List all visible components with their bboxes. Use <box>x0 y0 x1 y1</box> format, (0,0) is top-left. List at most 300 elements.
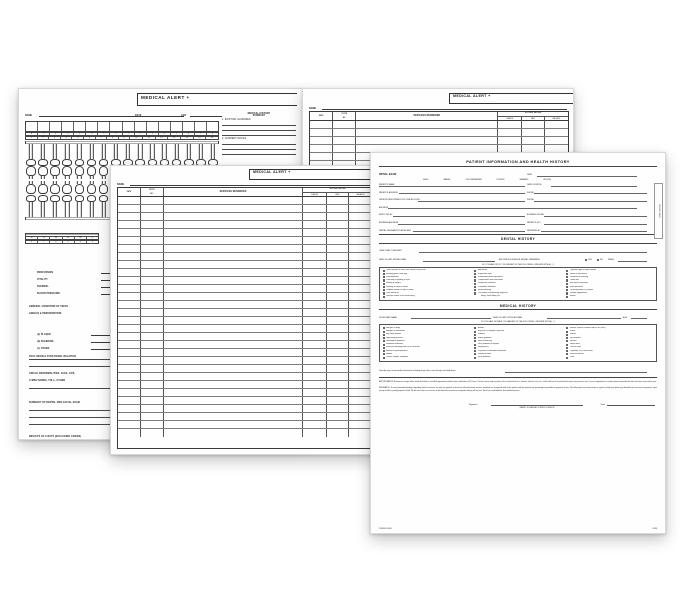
initial-exam-label: INITIAL EXAM <box>379 173 397 176</box>
xray-label: RESULTS OF X-RAYS (EXCLUDING CARIES) <box>29 435 82 438</box>
checkbox[interactable] <box>566 292 568 294</box>
age-label-a: AGE <box>181 114 187 117</box>
occlusion-label: OCCLUSION & FUNCTIONAL RELATION <box>29 355 76 358</box>
tooth-illustration <box>160 144 170 166</box>
col-account-record-title: ACCOUNT RECORD <box>498 112 568 117</box>
tooth-number: 13 <box>168 137 181 139</box>
medical-history-item-label: Anemia or blood problems <box>386 349 408 352</box>
table-header <box>310 112 568 121</box>
medical-history-item-label: Rheumatic fever <box>477 352 492 355</box>
tooth-number: 15 <box>194 137 207 139</box>
medical-history-checkbox-box <box>379 324 657 362</box>
table-row[interactable] <box>118 405 372 413</box>
medical-alert-label-a: MEDICAL ALERT + <box>141 95 190 100</box>
checkbox[interactable] <box>383 270 385 272</box>
checkbox[interactable] <box>566 283 568 285</box>
dental-history-instruction: DO YOU HAVE OR DO YOU USE ANY OF THE FOLLOWING - INDICATE WITH A ( ✓ ) <box>481 263 555 266</box>
dental-history-item-label: Oral habits, thumbsucking, fingernail <box>477 292 508 295</box>
tooth-chart-cell[interactable] <box>38 122 50 131</box>
tooth-number-row-lower <box>25 136 219 140</box>
form-field-label: (a) PLAQUE <box>37 333 52 336</box>
tooth-number: 4 <box>159 133 171 135</box>
patient-info-row <box>379 195 647 203</box>
tooth-illustration <box>50 195 60 217</box>
medical-history-item-label: Radiation treatments <box>386 343 404 346</box>
checkbox[interactable] <box>383 331 385 333</box>
checkbox[interactable] <box>383 347 385 349</box>
tooth-number: 11 <box>143 137 156 139</box>
table-row[interactable] <box>118 357 372 365</box>
tooth-number: 6 <box>50 241 62 243</box>
dental-history-column-2 <box>474 269 562 298</box>
checkbox[interactable] <box>474 331 476 333</box>
table-row[interactable] <box>118 285 372 293</box>
tooth-chart-cell[interactable] <box>135 122 147 131</box>
table-row[interactable] <box>118 197 372 205</box>
marital-status-option[interactable]: SINGLE <box>423 180 429 182</box>
tooth-chart-cell[interactable] <box>123 122 135 131</box>
checkbox[interactable] <box>383 357 385 359</box>
tooth-chart-cell[interactable] <box>147 122 159 131</box>
checkbox[interactable] <box>474 340 476 342</box>
medical-history-item-label: Eye disorders <box>569 336 581 339</box>
tooth-number: 8 <box>211 133 213 135</box>
table-row[interactable] <box>118 317 372 325</box>
tooth-illustration <box>26 181 36 194</box>
table-row[interactable] <box>118 421 372 429</box>
tooth-number: 32 <box>26 237 38 239</box>
tooth-chart-cell[interactable] <box>86 122 98 131</box>
name-label-a: NAME <box>25 114 33 117</box>
dental-history-item-label: Frequency of brushing <box>569 275 588 278</box>
medical-history-item-label: Any heart ailments <box>386 333 402 336</box>
form-revision: (1098) <box>652 529 657 530</box>
dental-history-columns <box>383 269 654 298</box>
vertical-tab-label: PATIENT'S NAME <box>657 204 660 218</box>
checkbox[interactable] <box>566 340 568 342</box>
checkbox[interactable] <box>474 347 476 349</box>
medical-history-item-label: Ulcer periodically <box>477 339 492 342</box>
table-row[interactable] <box>118 213 372 221</box>
checkbox[interactable] <box>566 337 568 339</box>
table-row[interactable] <box>118 253 372 261</box>
medical-age-line[interactable] <box>631 318 647 319</box>
checkbox[interactable] <box>383 286 385 288</box>
dental-history-item[interactable] <box>383 295 471 298</box>
dental-history-item-label: Dental floss <box>569 279 580 282</box>
checkbox[interactable] <box>383 276 385 278</box>
table-row[interactable] <box>118 261 372 269</box>
checkbox[interactable] <box>474 334 476 336</box>
checkbox[interactable] <box>383 344 385 346</box>
tooth-illustration <box>208 144 218 166</box>
checkbox[interactable] <box>474 286 476 288</box>
mhs-title-line2: SUMMARY <box>252 115 266 117</box>
col-account-record-title: ACCOUNT RECORD <box>303 188 372 193</box>
form-field-label: GENERAL CONDITION OF TEETH <box>29 305 69 308</box>
checkbox[interactable] <box>474 353 476 355</box>
tooth-number: 8 <box>107 137 119 139</box>
checkbox[interactable] <box>566 270 568 272</box>
describe-treatment-line[interactable] <box>505 372 647 373</box>
table-row[interactable] <box>118 293 372 301</box>
form-field-label: (c) OTHER <box>37 347 50 350</box>
signature-note: (PARENT OR GUARDIAN, IF PATIENT IS A MINOR) <box>519 408 555 410</box>
checkbox[interactable] <box>383 350 385 352</box>
tooth-chart-cell[interactable] <box>74 122 86 131</box>
summary-label: SUMMARY OF DENTAL ORO-FACIAL EXAM <box>29 401 80 404</box>
checkbox[interactable] <box>474 337 476 339</box>
checkbox[interactable] <box>566 289 568 291</box>
table-row[interactable] <box>118 269 372 277</box>
tooth-illustration <box>50 144 60 166</box>
date-line-a[interactable] <box>146 116 178 117</box>
last-dental-exam-label: DATE OF LAST DENTAL EXAM <box>379 259 406 262</box>
tooth-number: 9 <box>119 137 131 139</box>
when-line[interactable] <box>618 261 647 262</box>
tooth-illustration <box>38 144 48 166</box>
tooth-number: 16 <box>211 137 214 140</box>
table-row[interactable] <box>118 389 372 397</box>
medical-history-item-label: Arthritis <box>386 352 393 355</box>
dental-history-item-continuation: biting, cheek biting, etc. <box>481 295 501 298</box>
patient-info-right-line[interactable] <box>541 231 647 232</box>
tooth-number: 10 <box>130 137 143 139</box>
patient-info-field-rows <box>379 187 647 233</box>
checkbox[interactable] <box>566 273 568 275</box>
col-tooth-no: TOOTH NO. <box>333 112 356 120</box>
tooth-illustration <box>87 144 97 166</box>
last-dental-exam-line[interactable] <box>423 261 495 262</box>
dental-history-item-label: Pain around ear <box>386 292 400 295</box>
table-row[interactable] <box>118 341 372 349</box>
tooth-number: 5 <box>72 137 84 139</box>
medical-history-item-label: Tuberculosis <box>569 343 580 346</box>
col-balance: BALANCE <box>356 195 365 196</box>
tooth-illustration <box>196 144 206 166</box>
form-field-label: (b) BLEEDING <box>37 340 54 343</box>
tooth-illustration <box>38 181 48 194</box>
tooth-number: 1 <box>123 133 135 135</box>
dental-history-item-label: Inter dental stimulators <box>569 282 589 285</box>
date-label-a: DATE <box>135 114 142 117</box>
tooth-number: 6 <box>50 133 62 135</box>
col-services-rendered: SERVICES RENDERED <box>356 112 498 120</box>
patient-info-right-label: PATIENT'S SS # <box>527 221 541 224</box>
table-row[interactable] <box>118 325 372 333</box>
table-row[interactable] <box>118 245 372 253</box>
mhs-line[interactable] <box>222 150 296 155</box>
physician-name-label: PHYSICIAN'S NAME <box>379 316 397 319</box>
tooth-illustration-row-upper <box>26 144 218 166</box>
signature-row <box>379 398 657 409</box>
checkbox[interactable] <box>566 286 568 288</box>
dental-history-item-label: Orthodontic treatment <box>477 285 496 288</box>
medical-history-item-label: Venereal disease <box>569 352 584 355</box>
tooth-number: 5 <box>63 241 75 243</box>
marital-status-option[interactable]: LONG TERM PARTNER <box>465 180 482 182</box>
checkbox[interactable] <box>566 353 568 355</box>
marital-status-options[interactable] <box>423 180 551 181</box>
medical-history-columns <box>383 327 654 360</box>
dental-history-item-label: Swelling or lumps in mouth <box>386 285 409 288</box>
checkbox[interactable] <box>474 327 476 329</box>
patient-info-row <box>379 225 647 233</box>
previous-treatment-no-checkbox[interactable] <box>597 259 599 261</box>
table-header <box>118 188 372 197</box>
previous-treatment-label: ANY PREVIOUS MAJOR DENTAL TREATMENT <box>499 259 540 262</box>
dental-history-column-1 <box>383 269 471 298</box>
name-line-c[interactable] <box>130 185 371 186</box>
form-field-label: VITALITY <box>37 278 48 281</box>
last-physical-line[interactable] <box>547 318 621 319</box>
checkbox[interactable] <box>383 292 385 294</box>
medical-history-column-3 <box>566 327 654 360</box>
col-paid: PAID <box>327 193 350 198</box>
medical-alert-label-c: MEDICAL ALERT + <box>253 170 291 174</box>
checkbox[interactable] <box>474 350 476 352</box>
medical-history-item-label: Ulcer or colitis <box>569 346 582 349</box>
medical-history-item-label: Stroke <box>569 330 575 333</box>
mhs-item-existing-illnesses: 1. EXISTING ILLNESSES <box>222 119 251 121</box>
last-physical-label: DATE OF LAST PHYSICAL EXAM <box>493 316 522 319</box>
table-row[interactable] <box>118 277 372 285</box>
dental-history-divider-bottom <box>379 243 657 244</box>
tooth-number: 9 <box>26 241 38 243</box>
form-title: PATIENT INFORMATION AND HEALTH HISTORY <box>466 159 570 164</box>
dental-history-item[interactable] <box>566 295 654 298</box>
table-row[interactable] <box>118 413 372 421</box>
table-row[interactable] <box>118 205 372 213</box>
medical-history-item-label: Allergies to drugs <box>386 326 401 329</box>
checkbox[interactable] <box>383 273 385 275</box>
medical-history-item-label: Liver problems or hepatitis <box>477 343 500 346</box>
tooth-number: 4 <box>61 137 73 139</box>
medical-history-instruction: DO YOU HAVE OR HAVE YOU HAD ANY OF THE FOLLOWING - INDICATE WITH A ( ✓ ) <box>480 321 556 324</box>
checkbox[interactable] <box>566 296 568 298</box>
signature-date-label: Date <box>600 404 605 407</box>
tooth-illustration <box>62 166 72 179</box>
patient-info-label: DENTAL INSURANCE PLAN (IF ANY) <box>379 229 412 232</box>
dental-history-item-label: Fluoride supplements <box>569 292 588 295</box>
medical-history-item-label: Neurological problems <box>386 339 405 342</box>
tooth-illustration <box>99 166 109 179</box>
medical-history-item[interactable] <box>383 356 471 359</box>
tooth-chart-cell[interactable] <box>183 122 195 131</box>
patient-info-right-label: REFERRED BY <box>527 229 541 232</box>
tooth-chart-cell[interactable] <box>159 122 171 131</box>
table-row[interactable] <box>118 229 372 237</box>
checkbox[interactable] <box>566 331 568 333</box>
table-row[interactable] <box>118 309 372 317</box>
checkbox[interactable] <box>474 279 476 281</box>
checkbox[interactable] <box>474 276 476 278</box>
table-row[interactable] <box>118 429 372 437</box>
form-number: FORM NO. B0101 <box>379 529 393 530</box>
table-row[interactable] <box>118 349 372 357</box>
age-line-a[interactable] <box>190 116 222 117</box>
checkbox[interactable] <box>566 279 568 281</box>
medical-alert-label-b: MEDICAL ALERT + <box>453 94 491 98</box>
no-label: NO <box>600 259 603 262</box>
medical-history-item[interactable] <box>474 356 562 359</box>
dental-history-item-label: Alcohol <box>569 295 576 298</box>
patient-info-line[interactable] <box>413 231 526 232</box>
dental-history-item-label: Water pik device <box>569 285 584 288</box>
col-account-record <box>498 112 568 120</box>
checkbox[interactable] <box>474 357 476 359</box>
checkbox[interactable] <box>383 334 385 336</box>
medical-history-item-label: Thyroid <box>569 333 576 336</box>
signature-date-line[interactable] <box>607 405 655 406</box>
medical-age-label: AGE <box>623 316 627 319</box>
col-paid: PAID <box>522 117 545 122</box>
patient-info-right-label: PHONE <box>527 191 534 194</box>
tooth-illustration <box>26 144 36 166</box>
checkbox[interactable] <box>566 357 568 359</box>
col-charge: CHARGE <box>303 193 326 198</box>
mhs-item-current-drugs: 2. CURRENT DRUGS <box>222 138 247 140</box>
tooth-illustration <box>148 144 158 166</box>
tooth-chart-hatch-band-3 <box>25 233 99 237</box>
tooth-number: 31 <box>38 237 50 239</box>
medical-history-item[interactable] <box>566 356 654 359</box>
name-label-b: NAME <box>309 107 317 110</box>
medical-history-item-label: Excessive bleeding from cut or extraction <box>386 346 420 349</box>
signature-line[interactable] <box>491 405 583 406</box>
marital-status-option[interactable]: SEPARATED <box>519 180 529 182</box>
tooth-illustration <box>99 195 109 217</box>
col-tooth-no: TOOTH NO. <box>141 188 164 196</box>
table-row[interactable] <box>118 373 372 381</box>
checkbox[interactable] <box>383 279 385 281</box>
tooth-chart-upper-grid[interactable] <box>25 121 219 132</box>
dental-history-item-label: Food impaction <box>386 275 399 278</box>
tooth-illustration <box>99 144 109 166</box>
tooth-illustration <box>38 195 48 217</box>
tooth-chart-cell[interactable] <box>207 122 218 131</box>
table-row[interactable] <box>118 237 372 245</box>
tooth-number: 1 <box>26 137 38 139</box>
when-label: WHEN <box>608 259 614 262</box>
checkbox[interactable] <box>474 292 476 294</box>
tooth-illustration <box>87 181 97 194</box>
medical-history-heading: MEDICAL HISTORY <box>499 303 537 308</box>
dental-history-item-label: Burning of tongue <box>386 282 401 285</box>
checkbox[interactable] <box>566 350 568 352</box>
checkbox[interactable] <box>383 337 385 339</box>
checkbox[interactable] <box>566 276 568 278</box>
patient-name-row <box>379 177 647 187</box>
tooth-chart-cell[interactable] <box>110 122 122 131</box>
appointments-paragraph: APPOINTMENTS: A minimum charge will be made for failed or cancelled appointment without prior notification of 24 hours. This fee covers only a portion of the overhead such as salaries, electric, heat, etc., which still has to be paid whether you are present or not. Once an appointment is made, please remember the time has been reserved for you. <box>379 381 657 384</box>
tooth-number: 8 <box>26 133 38 135</box>
name-line-b[interactable] <box>322 109 567 110</box>
checkbox[interactable] <box>383 296 385 298</box>
describe-treatment-label: Describe any current medical treatment including drugs taken, even though not listed above <box>379 370 456 373</box>
tooth-number: 4 <box>75 241 87 243</box>
marital-status-option[interactable]: MARRIED <box>443 180 451 182</box>
tooth-chart-cell[interactable] <box>171 122 183 131</box>
checkbox[interactable] <box>566 344 568 346</box>
tooth-number: 3 <box>86 133 98 135</box>
marital-status-option[interactable]: WIDOWED <box>543 180 551 182</box>
checkbox[interactable] <box>566 327 568 329</box>
services-table-middle[interactable] <box>117 187 373 449</box>
tooth-number: 5 <box>171 133 183 135</box>
dental-history-item-label: Bleeding gums. How long <box>386 272 408 275</box>
dental-history-checkbox-box <box>379 267 657 301</box>
checkbox[interactable] <box>566 347 568 349</box>
tooth-chart-cell[interactable] <box>195 122 207 131</box>
checkbox[interactable] <box>474 289 476 291</box>
previous-treatment-yes-checkbox[interactable] <box>585 259 587 261</box>
table-row[interactable] <box>118 301 372 309</box>
medical-history-column-2 <box>474 327 562 360</box>
checkbox[interactable] <box>383 340 385 342</box>
table-row[interactable] <box>118 221 372 229</box>
tooth-number: 7 <box>96 137 108 139</box>
tooth-illustration <box>75 181 85 194</box>
dental-history-column-3 <box>566 269 654 298</box>
marital-status-option[interactable]: DIVORCED <box>496 180 505 182</box>
medical-history-item-label: Asthma <box>477 326 485 329</box>
tooth-chart-cell[interactable] <box>62 122 74 131</box>
dental-history-item-label: Unfavorable dental experience <box>477 275 503 278</box>
checkbox[interactable] <box>383 283 385 285</box>
table-row[interactable] <box>118 333 372 341</box>
checkbox[interactable] <box>474 344 476 346</box>
table-row[interactable] <box>118 397 372 405</box>
tooth-chart-cell[interactable] <box>98 122 110 131</box>
table-row[interactable] <box>118 381 372 389</box>
col-balance: BALANCE <box>552 119 561 120</box>
table-row[interactable] <box>310 137 568 145</box>
tooth-illustration <box>62 144 72 166</box>
patient-information-form-card[interactable] <box>370 152 666 534</box>
tooth-chart-cell[interactable] <box>50 122 62 131</box>
medical-history-column-1 <box>383 327 471 360</box>
table-row[interactable] <box>310 129 568 137</box>
mhs-line[interactable] <box>222 131 296 136</box>
patient-name-label: PATIENT'S NAME <box>379 184 395 186</box>
table-row[interactable] <box>310 121 568 129</box>
medical-history-item-label: Pregnancy if so, what month <box>569 349 593 352</box>
checkbox[interactable] <box>383 327 385 329</box>
tooth-number: 3 <box>49 137 61 139</box>
physician-name-line[interactable] <box>411 318 491 319</box>
tooth-number: 14 <box>181 137 194 139</box>
tooth-illustration <box>26 166 36 179</box>
checkbox[interactable] <box>383 353 385 355</box>
form-field-label: GINGIVA & PERIODONTIUM <box>29 312 62 315</box>
checkbox[interactable] <box>566 334 568 336</box>
checkbox[interactable] <box>474 283 476 285</box>
checkbox[interactable] <box>474 270 476 272</box>
checkbox[interactable] <box>474 273 476 275</box>
patient-info-label: PATIENT'S ADDRESS <box>379 191 398 194</box>
patient-info-label: ADDRESS <box>379 206 389 209</box>
col-date: DATE <box>118 188 141 196</box>
services-ledger-card-middle[interactable] <box>110 165 378 455</box>
tooth-illustration <box>38 166 48 179</box>
medical-history-divider <box>379 309 657 310</box>
patient-info-row <box>379 187 647 195</box>
tooth-chart-cell[interactable] <box>26 122 38 131</box>
dob-label: DATE OF BIRTH <box>527 184 542 186</box>
checkbox[interactable] <box>383 289 385 291</box>
table-row[interactable] <box>118 365 372 373</box>
